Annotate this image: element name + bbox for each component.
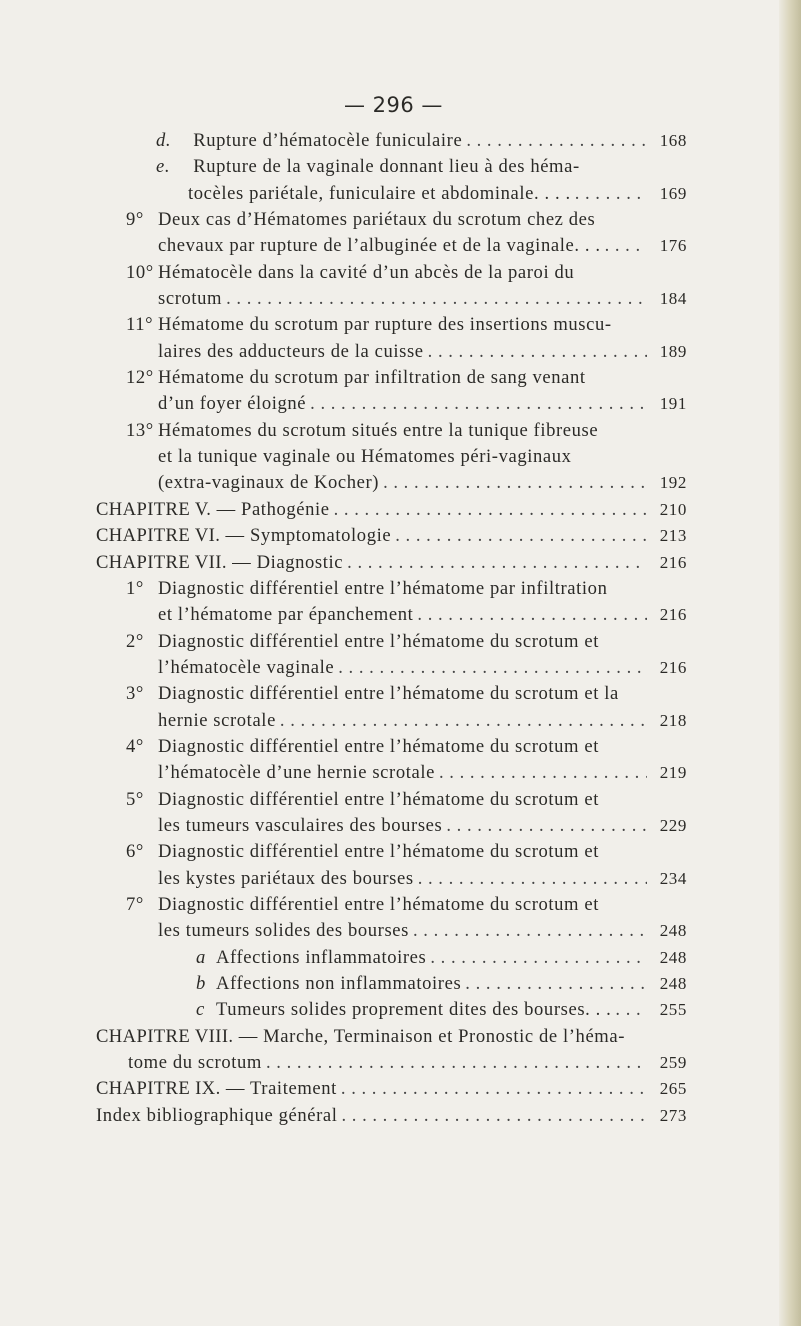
toc-entry-text: chevaux par rupture de l’albuginée et de la vaginale. . .	[158, 235, 601, 257]
page-edge-shadow	[779, 0, 801, 1326]
leader-dots	[338, 655, 647, 681]
toc-page-number: 216	[659, 657, 687, 677]
toc-entry-text: Diagnostic différentiel entre l’hématome par infiltration	[158, 577, 608, 599]
toc-entry	[96, 576, 687, 629]
toc-entry-label: b	[196, 973, 206, 994]
toc-entry	[96, 312, 687, 365]
toc-entry	[96, 681, 687, 734]
toc-entry	[96, 207, 687, 260]
toc-entry-label: 3°	[126, 683, 144, 705]
toc-entry	[96, 945, 687, 971]
leader-dots	[439, 760, 647, 786]
toc-entry-text: les tumeurs vasculaires des bourses	[158, 814, 443, 836]
leader-dots	[575, 181, 647, 207]
toc-entry	[96, 128, 687, 154]
toc-entry-label: CHAPITRE VI.	[96, 525, 221, 547]
toc-entry-text: Diagnostic différentiel entre l’hématome du scrotum et	[158, 735, 599, 757]
toc-page-number: 255	[659, 1000, 687, 1020]
toc-entry	[96, 997, 687, 1023]
leader-dots	[430, 945, 647, 971]
toc-entry-text: Rupture de la vaginale donnant lieu à des héma-	[193, 156, 580, 178]
toc-entry-text: Hématome du scrotum par rupture des insertions muscu-	[158, 314, 612, 336]
toc-entry-text: — Symptomatologie	[225, 525, 392, 547]
toc-entry-text: (extra-vaginaux de Kocher)	[158, 472, 380, 494]
toc-entry	[96, 154, 687, 207]
toc-page-number: 216	[659, 552, 687, 572]
leader-dots	[280, 708, 647, 734]
toc-page-number: 189	[659, 341, 687, 361]
toc-page-number: 218	[659, 710, 687, 730]
toc-entry-text: Deux cas d’Hématomes pariétaux du scrotum chez des	[158, 209, 596, 231]
leader-dots	[226, 286, 647, 312]
toc-entry-label: 13°	[126, 419, 154, 441]
toc-entry-text: Hématomes du scrotum situés entre la tunique fibreuse	[158, 419, 599, 441]
leader-dots	[605, 233, 647, 259]
toc-page-number: 248	[659, 921, 687, 941]
toc-entry-text: les tumeurs solides des bourses	[158, 920, 409, 942]
toc-entry-text: Diagnostic différentiel entre l’hématome du scrotum et	[158, 630, 599, 652]
toc-entry-label: 1°	[126, 577, 144, 599]
toc-entry-label: a	[196, 946, 206, 968]
toc-entry-text: Affections inflammatoires	[216, 946, 427, 968]
toc-page-number: 176	[659, 236, 687, 256]
toc-page-number: 234	[659, 868, 687, 888]
toc-entry-label: d.	[156, 130, 172, 151]
toc-page-number: 168	[659, 131, 687, 150]
toc-entry	[96, 892, 687, 945]
toc-entry	[96, 839, 687, 892]
toc-page-number: 216	[659, 605, 687, 625]
leader-dots	[341, 1103, 647, 1129]
table-of-contents	[96, 128, 687, 1129]
toc-page-number: 213	[659, 526, 687, 546]
toc-entry-label: c	[196, 999, 205, 1021]
leader-dots	[428, 339, 647, 365]
toc-entry-text: Tumeurs solides proprement dites des bourses. . .	[216, 999, 612, 1021]
toc-entry-text: — Pathogénie	[216, 498, 330, 520]
page-number: — 296 —	[344, 93, 443, 117]
toc-entry-label: e.	[156, 156, 171, 178]
toc-entry-text: et la tunique vaginale ou Hématomes péri-vaginaux	[158, 446, 572, 468]
toc-page-number: 248	[659, 947, 687, 967]
toc-entry-text: et l’hématome par épanchement	[158, 604, 414, 626]
toc-page-number: 191	[659, 394, 687, 414]
toc-entry-text: hernie scrotale	[158, 709, 276, 731]
toc-entry-text: — Diagnostic	[232, 551, 344, 573]
toc-entry-label: CHAPITRE V.	[96, 498, 212, 520]
leader-dots	[310, 391, 647, 417]
leader-dots	[418, 866, 647, 892]
toc-entry-label: CHAPITRE VII.	[96, 551, 227, 573]
toc-entry-label: CHAPITRE VIII.	[96, 1025, 234, 1047]
toc-entry-text: tome du scrotum	[128, 1052, 262, 1074]
toc-entry-text: Diagnostic différentiel entre l’hématome du scrotum et	[158, 788, 599, 810]
toc-entry-text: — Marche, Terminaison et Pronostic de l’héma-	[238, 1025, 626, 1047]
toc-entry-text: Affections non inflammatoires	[216, 973, 462, 994]
toc-entry-text: Hématocèle dans la cavité d’un abcès de la paroi du	[158, 261, 575, 283]
toc-entry-text: Diagnostic différentiel entre l’hématome du scrotum et	[158, 841, 599, 863]
toc-entry	[96, 787, 687, 840]
toc-entry	[96, 1076, 687, 1102]
toc-entry	[96, 497, 687, 523]
toc-entry	[96, 629, 687, 682]
leader-dots	[446, 813, 647, 839]
leader-dots	[383, 470, 647, 496]
toc-entry	[96, 550, 687, 576]
toc-page-number: 229	[659, 815, 687, 835]
toc-entry	[96, 734, 687, 787]
toc-entry-text: Index bibliographique général	[96, 1104, 338, 1126]
toc-entry	[96, 260, 687, 313]
toc-entry-text: scrotum	[158, 288, 223, 310]
toc-entry-text: Diagnostic différentiel entre l’hématome du scrotum et la	[158, 683, 619, 705]
leader-dots	[615, 997, 647, 1023]
leader-dots	[413, 918, 647, 944]
toc-entry-label: 4°	[126, 735, 144, 757]
toc-entry-label: 10°	[126, 261, 154, 283]
toc-entry-text: tocèles pariétale, funiculaire et abdominale. . . .	[188, 182, 571, 204]
toc-entry	[96, 1024, 687, 1077]
leader-dots	[466, 128, 647, 154]
toc-page-number: 169	[659, 183, 687, 203]
leader-dots	[347, 550, 647, 576]
toc-entry-text: Rupture d’hématocèle funiculaire	[193, 130, 463, 151]
toc-entry	[96, 365, 687, 418]
toc-page-number: 184	[659, 289, 687, 309]
toc-page-number: 265	[659, 1079, 687, 1099]
leader-dots	[334, 497, 647, 523]
toc-entry-label: 2°	[126, 630, 144, 652]
toc-entry-label: CHAPITRE IX.	[96, 1078, 221, 1100]
toc-entry-text: l’hématocèle vaginale	[158, 656, 335, 678]
toc-entry-text: — Traitement	[225, 1078, 337, 1100]
toc-entry-label: 12°	[126, 367, 154, 389]
toc-entry	[96, 418, 687, 497]
toc-page-number: 273	[659, 1105, 687, 1125]
leader-dots	[266, 1050, 647, 1076]
toc-entry	[96, 523, 687, 549]
toc-page-number: 192	[659, 473, 687, 493]
leader-dots	[417, 602, 647, 628]
leader-dots	[395, 523, 647, 549]
toc-page-number: 210	[659, 499, 687, 519]
toc-entry-text: d’un foyer éloigné	[158, 393, 307, 415]
leader-dots	[465, 971, 647, 997]
toc-page-number: 248	[659, 974, 687, 993]
toc-entry-text: Diagnostic différentiel entre l’hématome du scrotum et	[158, 893, 599, 915]
toc-entry-label: 9°	[126, 209, 144, 231]
toc-page-number: 259	[659, 1053, 687, 1073]
toc-entry	[96, 971, 687, 997]
toc-entry	[96, 1103, 687, 1129]
toc-entry-text: Hématome du scrotum par infiltration de sang venant	[158, 367, 586, 389]
toc-entry-text: les kystes pariétaux des bourses	[158, 867, 414, 889]
toc-entry-label: 7°	[126, 893, 144, 915]
toc-page-number: 219	[659, 763, 687, 783]
toc-entry-label: 6°	[126, 841, 144, 863]
toc-entry-text: l’hématocèle d’une hernie scrotale	[158, 762, 435, 784]
toc-entry-label: 11°	[126, 314, 154, 336]
toc-entry-text: laires des adducteurs de la cuisse	[158, 340, 424, 362]
toc-entry-label: 5°	[126, 788, 144, 810]
leader-dots	[341, 1076, 647, 1102]
